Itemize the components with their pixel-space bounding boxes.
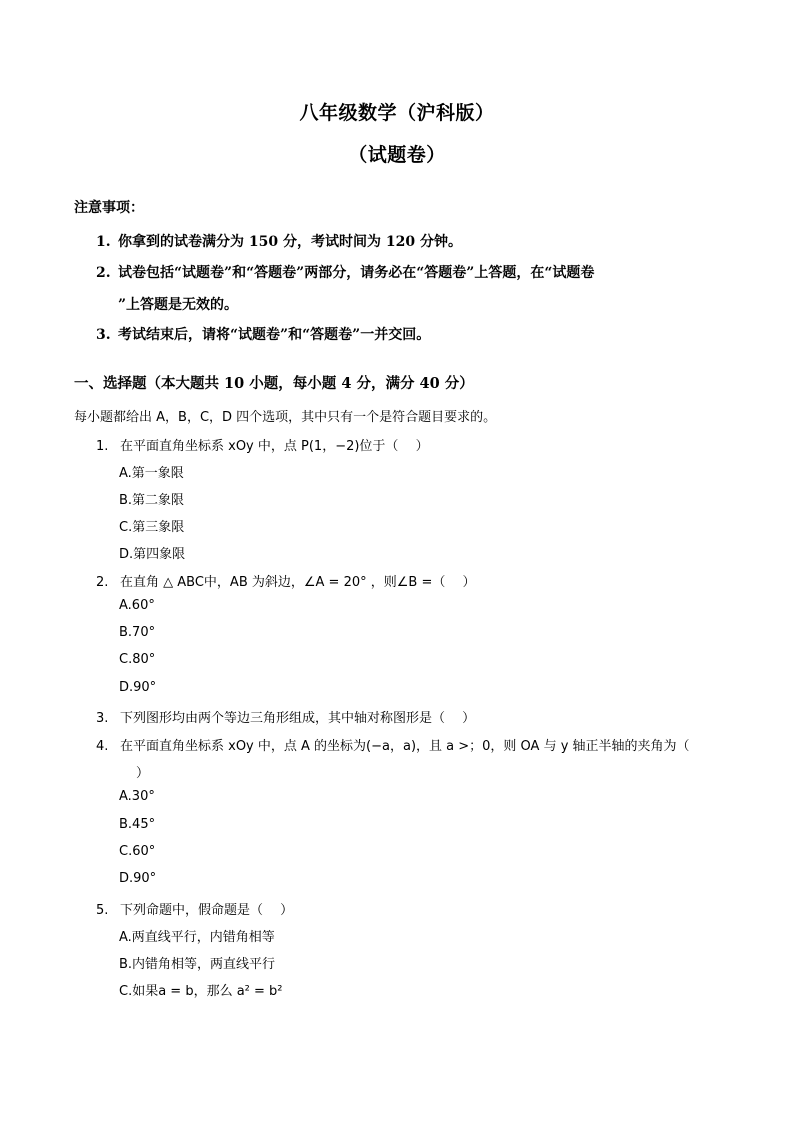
question-4-option-c: C.60° (119, 844, 156, 859)
question-1-option-d: D.第四象限 (119, 547, 186, 562)
question-1-option-a: A.第一象限 (119, 466, 184, 481)
question-stem: 下列命题中，假命题是（ ） (120, 903, 294, 918)
question-1 (96, 435, 429, 454)
question-5-option-b: B.内错角相等，两直线平行 (119, 957, 276, 972)
exam-subtitle: （试题卷） (348, 144, 446, 166)
question-number: 3. (96, 711, 109, 726)
question-5 (96, 899, 293, 918)
notice-num: 3. (96, 327, 111, 343)
notice-num: 1. (96, 234, 111, 250)
question-1-option-c: C.第三象限 (119, 520, 185, 535)
question-2-option-a: A.60° (119, 598, 155, 613)
question-3 (96, 707, 475, 726)
question-5-option-a: A.两直线平行，内错角相等 (119, 930, 275, 945)
notice-num: 2. (96, 265, 111, 281)
notice-item-1 (96, 232, 462, 252)
question-2-option-d: D.90° (119, 680, 157, 695)
notice-item-2 (96, 263, 594, 283)
question-4-option-a: A.30° (119, 789, 155, 804)
question-2-option-b: B.70° (119, 625, 156, 640)
notice-item-2-continuation: ”上答题是无效的。 (118, 297, 239, 313)
question-4 (96, 735, 690, 754)
notice-text: 你拿到的试卷满分为 150 分，考试时间为 120 分钟。 (118, 234, 462, 250)
question-number: 1. (96, 439, 109, 454)
exam-title: 八年级数学（沪科版） (299, 102, 495, 124)
question-stem: 在平面直角坐标系 xOy 中，点 P(1，−2)位于（ ） (120, 439, 429, 454)
question-number: 2. (96, 575, 109, 590)
question-2-option-c: C.80° (119, 652, 156, 667)
question-number: 5. (96, 903, 109, 918)
question-4-continuation: ） (136, 766, 150, 781)
notice-text: 试卷包括“试题卷”和“答题卷”两部分，请务必在“答题卷”上答题，在“试题卷 (118, 265, 595, 281)
question-4-option-d: D.90° (119, 871, 157, 886)
question-4-option-b: B.45° (119, 817, 156, 832)
question-5-option-c: C.如果a = b，那么 a² = b² (119, 984, 283, 999)
question-1-option-b: B.第二象限 (119, 493, 185, 508)
section-heading: 一、选择题（本大题共 10 小题，每小题 4 分，满分 40 分） (74, 375, 474, 392)
question-number: 4. (96, 739, 109, 754)
question-stem: 在直角 △ ABC中，AB 为斜边，∠A = 20° ，则∠B =（ ） (120, 575, 476, 590)
section-intro: 每小题都给出 A，B，C，D 四个选项，其中只有一个是符合题目要求的。 (74, 410, 497, 425)
notice-text: 考试结束后，请将“试题卷”和“答题卷”一并交回。 (118, 327, 431, 343)
question-2 (96, 571, 475, 590)
question-stem: 在平面直角坐标系 xOy 中，点 A 的坐标为(−a，a)，且 a >；0，则 OA 与 y 轴正半轴的夹角为（ (120, 739, 690, 754)
notice-item-3 (96, 325, 430, 345)
question-stem: 下列图形均由两个等边三角形组成，其中轴对称图形是（ ） (120, 711, 476, 726)
notice-heading: 注意事项： (74, 200, 144, 216)
